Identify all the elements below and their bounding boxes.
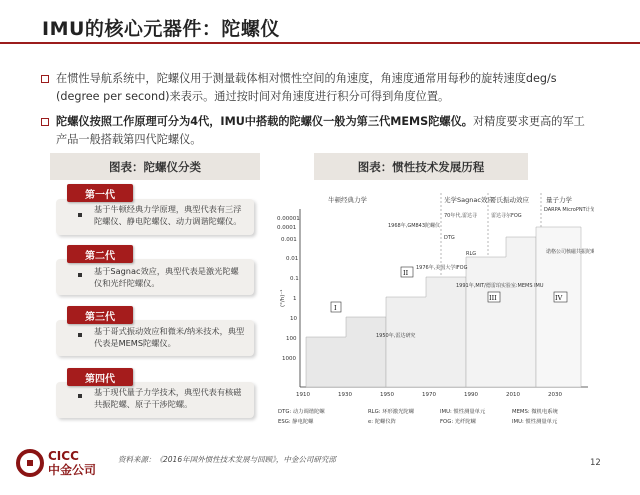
page-number: 12: [590, 458, 601, 468]
y-tick: 0.01: [286, 256, 299, 262]
gen-roman-ii: II: [403, 269, 409, 277]
bullet-square-icon: [41, 118, 49, 126]
x-tick: 1910: [296, 392, 310, 398]
bullet-dot-icon: [78, 333, 82, 337]
x-tick: 2030: [548, 392, 562, 398]
y-tick: 1000: [282, 356, 296, 362]
era-band-3: [466, 237, 536, 387]
inertial-tech-figure: [276, 187, 594, 445]
x-tick: 1970: [422, 392, 436, 398]
logo-text-en: CICC: [48, 449, 79, 463]
note: RLG: [466, 251, 477, 257]
legend-item: e: 陀螺仪阵: [368, 419, 396, 425]
era-label-quantum: 量子力学: [546, 196, 572, 204]
note: DARPA MicroPNT计划: [544, 207, 594, 213]
y-tick: 0.1: [290, 276, 299, 282]
y-axis-label: (°/h)⁻¹: [280, 289, 286, 307]
gen-roman-i: I: [334, 304, 337, 312]
logo-text: [48, 449, 96, 477]
bullet-dot-icon: [78, 394, 82, 398]
y-tick: 1: [293, 296, 297, 302]
bullet-dot-icon: [78, 213, 82, 217]
gen-2-tag: 第二代: [67, 245, 133, 263]
bullet-1-text: 在惯性导航系统中，陀螺仪用于测量载体相对惯性空间的角速度，角速度通常用每秒的旋转速度deg/s (degree per second)来表示。通过按时间对角速度进行积分可得到角度位置。: [56, 72, 557, 103]
note: 1991年,MIT/德雷珀实验室:MEMS IMU: [456, 283, 544, 289]
note: 1968年,GM843陀螺仪: [388, 223, 441, 229]
y-tick: 0.00001: [277, 216, 300, 222]
legend-item: IMU: 惯性测量单元: [440, 409, 486, 415]
note: 70年代,雷达寻: [444, 213, 477, 219]
legend-item: DTG: 动力调谐陀螺: [278, 409, 325, 415]
bullet-1: [56, 70, 596, 106]
page-title: IMU的核心元器件：陀螺仪: [42, 18, 280, 40]
x-tick: 2010: [506, 392, 520, 398]
y-tick: 0.0001: [277, 225, 297, 231]
era-band-1: [306, 317, 386, 387]
era-label-newton: 牛顿经典力学: [328, 196, 367, 204]
gen-4-text: 基于现代量子力学技术，典型代表有核磁共振陀螺、原子干涉陀螺。: [94, 387, 242, 409]
bullet-2: [56, 113, 596, 149]
gen-4-tag: 第四代: [67, 368, 133, 386]
right-panel-title: 图表：惯性技术发展历程: [314, 153, 528, 180]
gen-3-tag: 第三代: [67, 306, 133, 324]
x-tick: 1990: [464, 392, 478, 398]
gen-3-text: 基于哥式振动效应和微米/纳米技术，典型代表是MEMS陀螺仪。: [94, 326, 245, 348]
cicc-logo-icon: [16, 449, 44, 477]
legend-item: MEMS: 微机电系统: [512, 409, 558, 415]
note: 雷达寻尔FOG: [491, 213, 522, 219]
title-divider: [0, 42, 640, 44]
source-note: 资料来源：《2016年国外惯性技术发展与回顾》，中金公司研究部: [118, 455, 336, 464]
gen-1-text: 基于牛顿经典力学原理，典型代表有三浮陀螺仪、静电陀螺仪、动力调谐陀螺仪。: [94, 204, 242, 226]
note: DTG: [444, 235, 455, 241]
bullet-2-bold: 陀螺仪按照工作原理可分为4代，IMU中搭载的陀螺仪一般为第三代MEMS陀螺仪。: [56, 115, 473, 128]
gen-1-tag: 第一代: [67, 184, 133, 202]
gen-roman-iv: IV: [555, 294, 563, 302]
left-panel-title: 图表：陀螺仪分类: [50, 153, 260, 180]
bullet-square-icon: [41, 75, 49, 83]
era-band-2: [386, 277, 466, 387]
legend-item: IMU: 惯性测量单元: [512, 419, 558, 425]
note: 1950年,雷达研究: [376, 333, 416, 339]
note: 1976年,美国大学IFOG: [416, 265, 468, 271]
gen-roman-iii: III: [489, 294, 497, 302]
legend-item: RLG: 环形激光陀螺: [368, 409, 414, 415]
y-tick: 0.001: [281, 237, 297, 243]
x-tick: 1950: [380, 392, 394, 398]
y-tick: 10: [290, 316, 297, 322]
bullet-dot-icon: [78, 273, 82, 277]
era-label-coriolis: 哥氏振动效应: [490, 196, 529, 204]
note: 诺格公司核磁共振陀螺: [546, 249, 594, 255]
y-tick: 100: [286, 336, 297, 342]
legend-item: ESG: 静电陀螺: [278, 419, 314, 425]
legend-item: FOG: 光纤陀螺: [440, 419, 476, 425]
era-label-sagnac: 光学Sagnac效应: [444, 196, 494, 204]
inertial-tech-svg: [276, 187, 594, 445]
logo-text-cn: 中金公司: [48, 463, 97, 477]
bullet-2-text: 对精度要求更高的军工产品一般搭载第四代陀螺仪。: [56, 115, 585, 146]
gen-2-text: 基于Sagnac效应，典型代表是激光陀螺仪和光纤陀螺仪。: [94, 266, 239, 288]
x-tick: 1930: [338, 392, 352, 398]
